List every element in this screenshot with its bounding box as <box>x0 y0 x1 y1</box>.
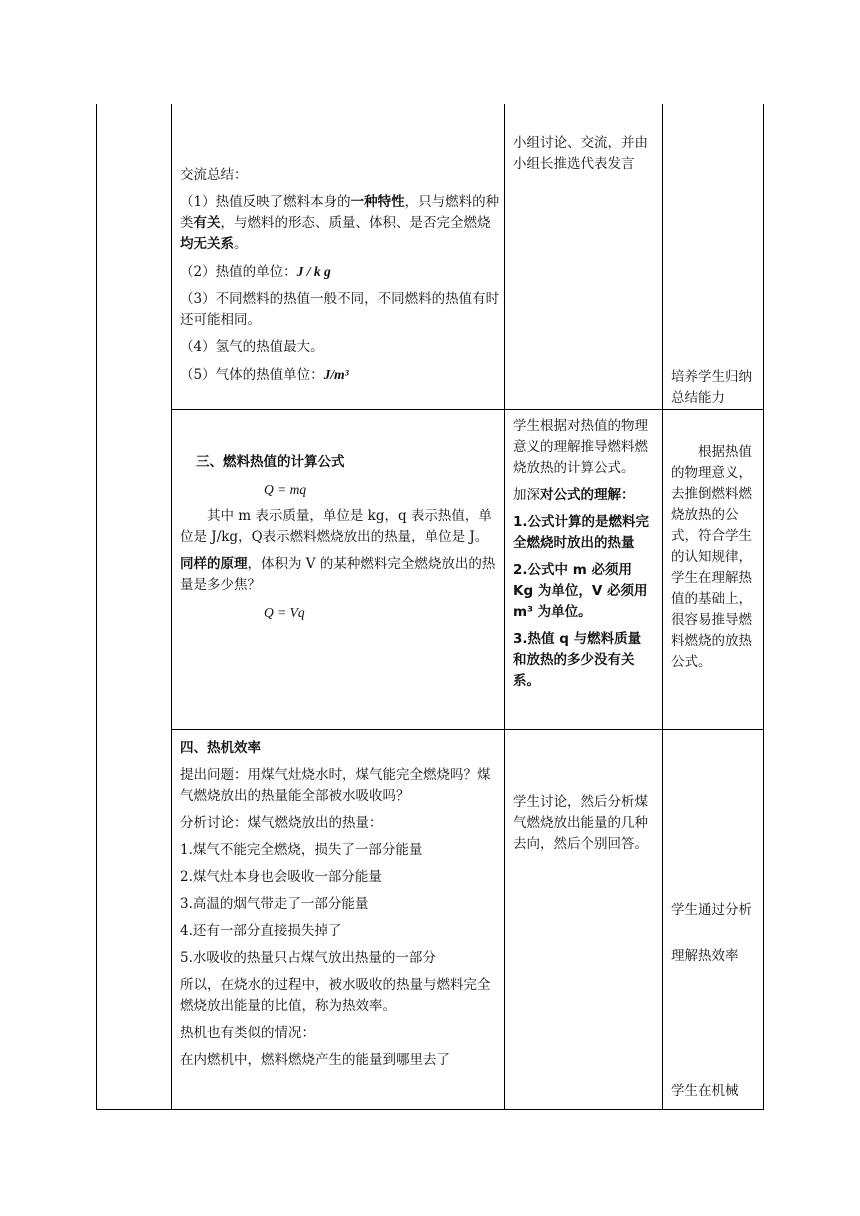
summary-title: 交流总结： <box>180 167 248 183</box>
row-separator-2 <box>171 729 764 730</box>
list-item: 4.还有一部分直接损失掉了 <box>180 923 342 939</box>
summary-point-5: （5）气体的热值单位：J/m³ <box>180 367 349 383</box>
list-item: 1.煤气不能完全燃烧，损失了一部分能量 <box>180 842 423 858</box>
section-heading-formula: 三、燃料热值的计算公式 <box>196 454 345 470</box>
summary-point-2: （2）热值的单位：J / k g <box>180 264 331 280</box>
efficiency-definition: 所以，在烧水的过程中，被水吸收的热量与燃料完全燃烧放出能量的比值，称为热效率。 <box>180 977 491 1014</box>
student-point-1: 1.公式计算的是燃料完全燃烧时放出的热量 <box>513 514 650 551</box>
student-point-3: 3.热值 q 与燃料质量和放热的多少没有关系。 <box>513 631 642 689</box>
table-divider-3 <box>662 104 663 1110</box>
list-item: 3.高温的烟气带走了一部分能量 <box>180 896 369 912</box>
row3-intent-3: 学生在机械 <box>671 1083 739 1099</box>
student-derive: 学生根据对热值的物理意义的理解推导燃料燃烧放热的计算公式。 <box>513 418 648 476</box>
analysis-text: 分析讨论：煤气燃烧放出的热量： <box>180 815 383 831</box>
row3-intent-1: 学生通过分析 <box>671 902 752 918</box>
table-border-right <box>763 104 764 1110</box>
formula-q-vq: Q = Vq <box>264 605 305 620</box>
list-item: 2.煤气灶本身也会吸收一部分能量 <box>180 869 382 885</box>
list-item: 5.水吸收的热量只占煤气放出热量的一部分 <box>180 950 436 966</box>
section-heading-efficiency: 四、热机效率 <box>180 740 261 756</box>
table-border-bottom <box>96 1109 764 1110</box>
student-deepen: 加深对公式的理解： <box>513 487 635 503</box>
summary-point-3: （3）不同燃料的热值一般不同，不同燃料的热值有时还可能相同。 <box>180 291 500 328</box>
row3-main-cell <box>180 738 500 1077</box>
row1-student-cell: 小组讨论、交流，并由小组长推选代表发言 <box>513 135 648 172</box>
table-divider-1 <box>171 104 172 1110</box>
summary-point-4: （4）氢气的热值最大。 <box>180 339 324 355</box>
row2-student-cell <box>513 416 653 698</box>
row3-student-cell: 学生讨论，然后分析煤气燃烧放出能量的几种去向，然后个别回答。 <box>513 794 648 852</box>
engine-text: 热机也有类似的情况： <box>180 1025 315 1041</box>
table-divider-2 <box>504 104 505 1110</box>
row2-main-cell <box>180 452 500 629</box>
row3-intent-2: 理解热效率 <box>671 948 739 964</box>
row2-intent-cell: 根据热值的物理意义，去推倒燃料燃烧放热的公式，符合学生的认知规律，学生在理解热值的基础上，很容易推导燃料燃烧的放热公式。 <box>671 444 752 670</box>
row1-intent-cell: 培养学生归纳总结能力 <box>671 369 752 406</box>
engine-question: 在内燃机中，燃料燃烧产生的能量到哪里去了 <box>180 1052 450 1068</box>
row1-main-cell <box>180 165 500 392</box>
question-text: 提出问题：用煤气灶烧水时，煤气能完全燃烧吗？煤气燃烧放出的热量能全部被水吸收吗？ <box>180 767 491 804</box>
student-point-2: 2.公式中 m 必须用 Kg 为单位，V 必须用 m³ 为单位。 <box>513 562 648 620</box>
volume-question: 同样的原理，体积为 V 的某种燃料完全燃烧放出的热量是多少焦？ <box>180 556 496 593</box>
formula-explanation: 其中 m 表示质量，单位是 kg，q 表示热值，单位是 J/kg，Q表示燃料燃烧放出的热量，单位是 J。 <box>180 508 492 545</box>
table-border-left <box>96 104 97 1110</box>
summary-point-1: （1）热值反映了燃料本身的一种特性，只与燃料的种类有关，与燃料的形态、质量、体积、是否完全燃烧均无关系。 <box>180 194 500 252</box>
row-separator-1 <box>171 409 764 410</box>
formula-q-mq: Q = mq <box>264 482 307 497</box>
